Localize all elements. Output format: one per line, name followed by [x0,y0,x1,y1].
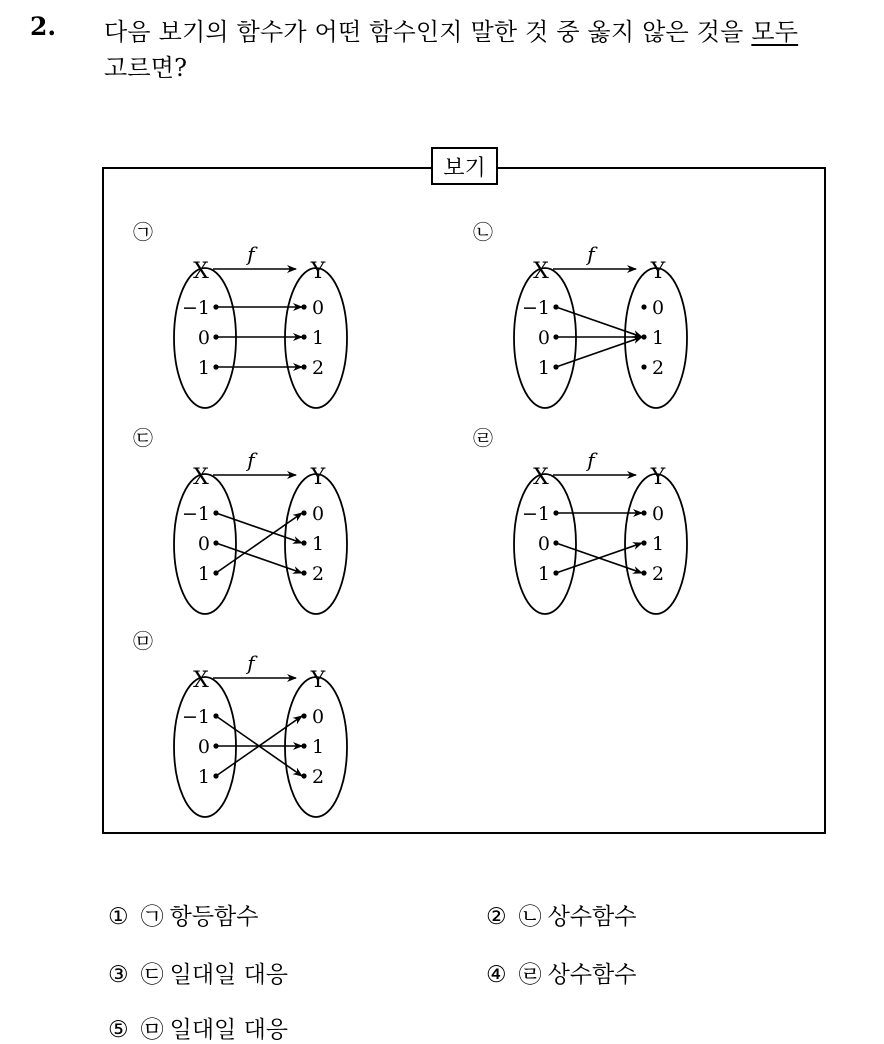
codomain-element: 0 [652,503,665,525]
choice-4[interactable] [486,956,637,989]
mapping-arrow [216,513,302,543]
diagram-b [473,220,687,408]
domain-element: −1 [181,706,210,728]
domain-element: 0 [197,533,210,555]
codomain-element: 2 [652,357,665,379]
codomain-element: 1 [312,736,325,758]
choice-number: ① [108,904,129,930]
domain-element: 1 [197,766,210,788]
domain-element: −1 [521,503,550,525]
choice-mark: ㉢ [140,962,164,988]
codomain-dot [641,364,646,369]
function-name: f [247,242,255,266]
choice-3[interactable] [108,956,288,989]
codomain-element: 2 [312,563,325,585]
domain-element: 0 [537,327,550,349]
diagram-d [473,426,687,614]
codomain-element: 2 [312,766,325,788]
choice-number: ③ [108,962,129,988]
domain-element: 1 [537,357,550,379]
choice-mark: ㉣ [518,962,542,988]
codomain-element: 0 [312,297,325,319]
choice-number: ④ [486,962,507,988]
choice-text: 일대일 대응 [169,1017,289,1043]
choice-number: ② [486,904,507,930]
codomain-dot [301,713,306,718]
question-emphasis: 모두 [751,18,799,46]
codomain-dot [301,570,306,575]
codomain-name: Y [310,668,326,693]
domain-element: −1 [521,297,550,319]
choice-number: ⑤ [108,1017,129,1043]
choice-text: 상수함수 [547,962,637,988]
domain-name: X [533,259,549,284]
question-text: 다음 보기의 함수가 어떤 함수인지 말한 것 중 옳지 않은 것을 [104,18,752,46]
choice-5[interactable] [108,1011,288,1044]
choice-text: 상수함수 [547,904,637,930]
function-name: f [587,448,595,472]
codomain-dot [301,540,306,545]
diagram-e [133,629,347,817]
choice-mark: ㉠ [140,904,164,930]
domain-name: X [193,668,209,693]
function-name: f [247,448,255,472]
domain-name: X [193,259,209,284]
choice-mark: ㉡ [518,904,542,930]
bogi-title: 보기 [431,147,498,185]
codomain-element: 1 [312,533,325,555]
codomain-element: 2 [312,357,325,379]
domain-element: 0 [197,736,210,758]
domain-element: −1 [181,503,210,525]
domain-name: X [533,465,549,490]
codomain-name: Y [310,465,326,490]
codomain-name: Y [650,259,666,284]
codomain-element: 0 [312,706,325,728]
codomain-element: 1 [652,533,665,555]
choice-1[interactable] [108,898,259,931]
choice-mark: ㉤ [140,1017,164,1043]
diagram-a [133,220,347,408]
domain-name: X [193,465,209,490]
codomain-dot [641,570,646,575]
choice-text: 항등함수 [169,904,259,930]
codomain-element: 0 [312,503,325,525]
diagram-label: ㉤ [133,629,153,653]
mapping-arrow [556,337,642,367]
mapping-arrow [556,307,642,337]
choice-text: 일대일 대응 [169,962,289,988]
question-number: 2. [30,12,57,41]
codomain-dot [641,304,646,309]
diagram-label: ㉡ [473,220,493,244]
diagram-label: ㉢ [133,426,153,450]
codomain-dot [641,540,646,545]
codomain-dot [301,773,306,778]
codomain-dot [301,743,306,748]
codomain-element: 1 [652,327,665,349]
mapping-arrow [216,543,302,573]
domain-element: 1 [197,563,210,585]
codomain-dot [301,304,306,309]
codomain-name: Y [310,259,326,284]
codomain-element: 0 [652,297,665,319]
codomain-dot [301,364,306,369]
function-name: f [587,242,595,266]
codomain-name: Y [650,465,666,490]
choice-2[interactable] [486,898,637,931]
codomain-element: 2 [652,563,665,585]
domain-element: −1 [181,297,210,319]
codomain-element: 1 [312,327,325,349]
question-text-line2: 고르면? [104,54,188,82]
diagram-label: ㉣ [473,426,493,450]
codomain-dot [301,510,306,515]
codomain-dot [641,334,646,339]
domain-element: 1 [197,357,210,379]
domain-element: 0 [537,533,550,555]
domain-element: 1 [537,563,550,585]
function-name: f [247,651,255,675]
domain-element: 0 [197,327,210,349]
diagram-c [133,426,347,614]
codomain-dot [641,510,646,515]
diagram-label: ㉠ [133,220,153,244]
codomain-dot [301,334,306,339]
mapping-arrow [216,513,302,573]
